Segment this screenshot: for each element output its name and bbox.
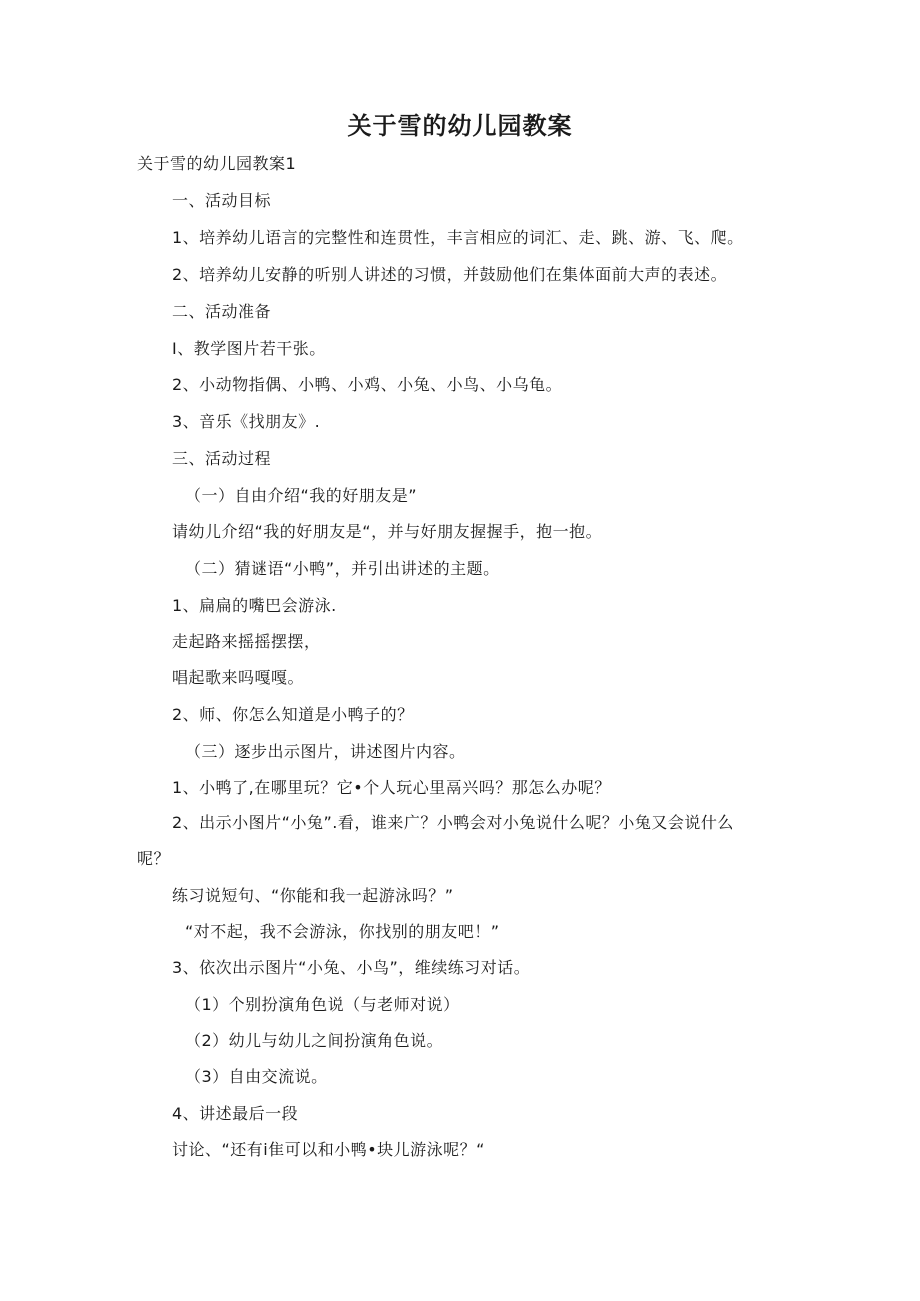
document-title: 关于雪的幼儿园教案 xyxy=(347,112,573,140)
subsection-heading: （二）猜谜语“小鸭”，并引出讲述的主题。 xyxy=(185,559,500,578)
paragraph: 唱起歌来吗嘎嘎。 xyxy=(172,668,305,687)
paragraph: I、教学图片若干张。 xyxy=(172,339,326,358)
list-item: （2）幼儿与幼儿之间扮演角色说。 xyxy=(185,1031,444,1050)
section-heading: 三、活动过程 xyxy=(172,449,272,468)
paragraph: 走起路来摇摇摆摆， xyxy=(172,632,321,651)
paragraph: 1、小鸭了,在哪里玩？它•个人玩心里鬲兴吗？那怎么办呢？ xyxy=(172,778,611,797)
paragraph: 2、培养幼儿安静的听别人讲述的习惯，并鼓励他们在集体面前大声的表述。 xyxy=(172,265,728,284)
paragraph: 练习说短句、“你能和我一起游泳吗？” xyxy=(172,886,454,905)
paragraph: 3、音乐《找朋友》. xyxy=(172,412,321,431)
section-heading: 一、活动目标 xyxy=(172,191,272,210)
list-item: （3）自由交流说。 xyxy=(185,1067,328,1086)
section-heading: 二、活动准备 xyxy=(172,302,272,321)
subsection-heading: （一）自由介绍“我的好朋友是” xyxy=(185,486,418,505)
paragraph: 2、师、你怎么知道是小鸭子的？ xyxy=(172,705,414,724)
subsection-heading: （三）逐步出示图片，讲述图片内容。 xyxy=(185,742,466,761)
paragraph: 1、扁扁的嘴巴会游泳. xyxy=(172,596,337,615)
list-item: （1）个别扮演角色说（与老师对说） xyxy=(185,995,460,1014)
paragraph: 2、出示小图片“小兔”.看，谁来广？小鸭会对小兔说什么呢？小兔又会说什么 xyxy=(172,813,734,832)
paragraph: “对不起，我不会游泳，你找别的朋友吧！” xyxy=(185,922,500,941)
paragraph: 讨论、“还有i隹可以和小鸭•块儿游泳呢？“ xyxy=(172,1140,485,1159)
paragraph: 请幼儿介绍“我的好朋友是“，并与好朋友握握手，抱一抱。 xyxy=(172,522,603,541)
document-subtitle: 关于雪的幼儿园教案1 xyxy=(137,154,297,173)
paragraph: 1、培养幼儿语言的完整性和连贯性，丰言相应的词汇、走、跳、游、飞、爬。 xyxy=(172,228,744,247)
paragraph: 2、小动物指偶、小鸭、小鸡、小兔、小鸟、小乌龟。 xyxy=(172,375,563,394)
paragraph: 4、讲述最后一段 xyxy=(172,1104,299,1123)
paragraph: 3、依次出示图片“小兔、小鸟”，维续练习对话。 xyxy=(172,958,531,977)
paragraph-continuation: 呢？ xyxy=(137,849,171,868)
